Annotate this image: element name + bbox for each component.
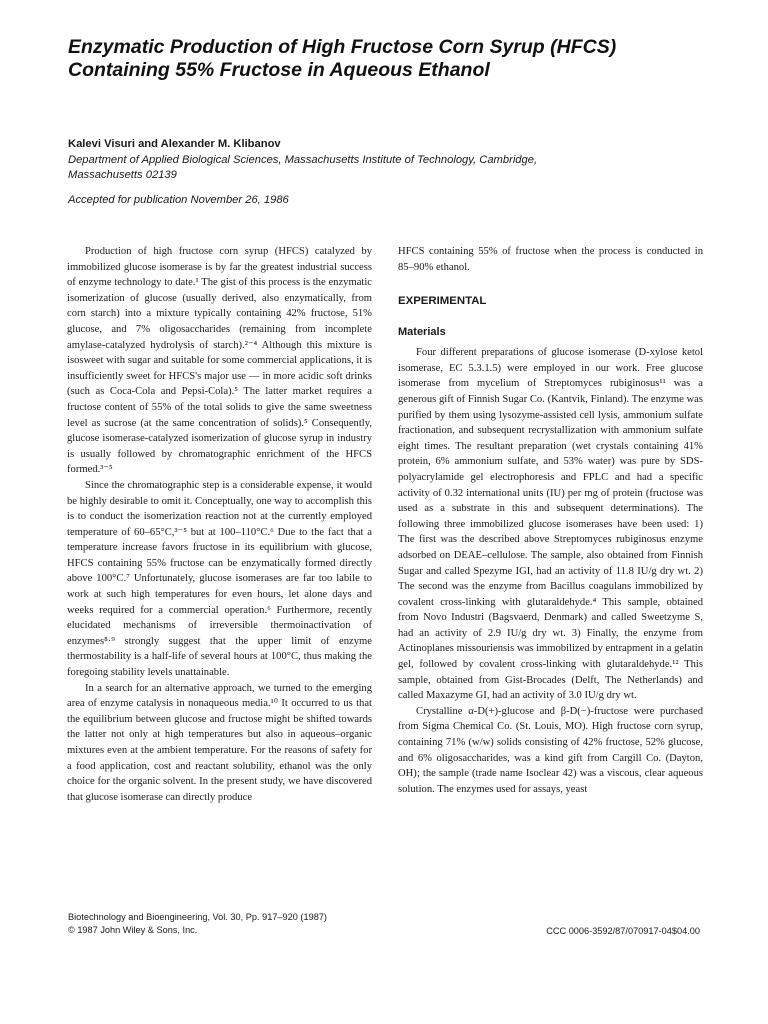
ccc-code: CCC 0006-3592/87/070917-04$04.00 — [546, 926, 700, 936]
acceptance-date: Accepted for publication November 26, 1986 — [68, 194, 289, 206]
materials-paragraph-1: Four different preparations of glucose isomerase (D-xylose ketol isomerase, EC 5.3.1.5) were employed in our work. Free glucose isomerase from mycelium of Streptomyces rubiginosus¹¹ was a generous gift of Finnish Sugar Co. (Kantvik, Finland). The enzyme was purified by them using lysozyme-assisted cell lysis, ammonium sulfate fractionation, and subsequent recrystallization with ammonium sulfate eight times. The resultant preparation (wet crystals containing 41% protein, 6% ammonium sulfate, and 53% water) was pure by SDS-polyacrylamide gel electrophoresis and FPLC and had a specific activity of 0.32 international units (IU) per mg of protein (fructose was used as a substrate in this and subsequent determinations). The following three immobilized glucose isomerases have been used: 1) The first was the described above Streptomyces rubiginosus enzyme adsorbed on DEAE–cellulose. The sample, also obtained from Finnish Sugar and called Spezyme IGI, had an activity of 11.8 IU/g dry wt. 2) The second was the enzyme from Bacillus coagulans immobilized by covalent cross-linking with glutaraldehyde.⁴ This sample, obtained from Novo Industri (Bagsvaerd, Denmark) and called Sweetzyme S, had an activity of 2.9 IU/g dry wt. 3) Finally, the enzyme from Actinoplanes missouriensis was immobilized by entrapment in a gelatin gel, followed by covalent cross-linking with glutaraldehyde.¹² This sample, obtained from Gist-Brocades (Delft, The Netherlands) and called Maxazyme GI, had an activity of 3.0 IU/g dry wt. — [398, 347, 703, 702]
author-affiliation: Department of Applied Biological Sciences, Massachusetts Institute of Technology, Cambridge, Massachusetts 02139 — [68, 154, 538, 181]
left-column — [67, 244, 372, 805]
subsection-heading-materials: Materials — [398, 326, 446, 339]
journal-citation-footer — [68, 911, 398, 937]
article-authors: Kalevi Visuri and Alexander M. Klibanov — [68, 138, 281, 150]
intro-paragraph-1: Production of high fructose corn syrup (HFCS) catalyzed by immobilized glucose isomerase is by far the greatest industrial success of enzyme technology to date.¹ The gist of this process is the enzymatic isomerization of glucose (usually derived, also enzymatically, from corn starch) into a mixture typically containing 42% fructose, 51% glucose, and 7% oligosaccharides (remaining from incomplete amylase-catalyzed hydrolysis of starch).²⁻⁴ Although this mixture is isosweet with sugar and suitable for some commercial applications, it is insufficiently sweet for HFCS's major use — in more acidic soft drinks (such as Coca-Cola and Pepsi-Cola).⁵ The latter market requires a fructose content of 55% of the total solids to give the same sweetness level as sucrose (at the same concentration of solids).⁵ Consequently, glucose isomerase-catalyzed isomerization of glucose syrup in industry is usually followed by chromatographic enrichment of the HFCS formed.³⁻⁵ — [67, 246, 372, 476]
intro-paragraph-3: In a search for an alternative approach, we turned to the emerging area of enzyme catalysis in nonaqueous media.¹⁰ It occurred to us that the equilibrium between glucose and fructose might be shifted towards the latter not only at high temperatures but also in aqueous–organic mixtures even at the ambient temperature. For the reasons of safety for a food application, cost and reactant solubility, ethanol was the only choice for the organic solvent. In the present study, we have discovered that glucose isomerase can directly produce — [67, 682, 372, 803]
copyright-notice: © 1987 John Wiley & Sons, Inc. — [68, 925, 198, 935]
intro-paragraph-continued: HFCS containing 55% of fructose when the process is conducted in 85–90% ethanol. — [398, 246, 703, 273]
journal-citation: Biotechnology and Bioengineering, Vol. 30, Pp. 917–920 (1987) — [68, 912, 327, 922]
article-title: Enzymatic Production of High Fructose Corn Syrup (HFCS) Containing 55% Fructose in Aqueous Ethanol — [68, 36, 617, 81]
section-heading-experimental: EXPERIMENTAL — [398, 295, 487, 308]
materials-paragraph-2: Crystalline α-D(+)-glucose and β-D(−)-fructose were purchased from Sigma Chemical Co. (St. Louis, MO). High fructose corn syrup, containing 71% (w/w) solids consisting of 42% fructose, 52% glucose, and 6% oligosaccharides, was a kind gift from Cargill Co. (Dayton, OH); the sample (trade name Isoclear 42) was a viscous, clear aqueous solution. The enzymes used for assays, yeast — [398, 705, 703, 795]
intro-paragraph-2: Since the chromatographic step is a considerable expense, it would be highly desirable to omit it. Conceptually, one way to accomplish this is to conduct the isomerization reaction not at the currently employed temperature of 60–65°C,³⁻⁵ but at 100–110°C.⁶ Due to the fact that a temperature increase favors fructose in its equilibrium with glucose, HFCS containing 55% fructose can be enzymatically formed directly above 100°C.⁷ Unfortunately, glucose isomerases are far too labile to work at such high temperatures for even hours, let alone days and weeks required for a commercial operation.⁶ Furthermore, recently elucidated mechanisms of irreversible thermoinactivation of enzymes⁸·⁹ strongly suggest that the upper limit of enzyme thermostability is a half-life of several hours at 100°C, thus making the foregoing stability levels unattainable. — [67, 479, 372, 679]
right-column — [398, 244, 703, 797]
